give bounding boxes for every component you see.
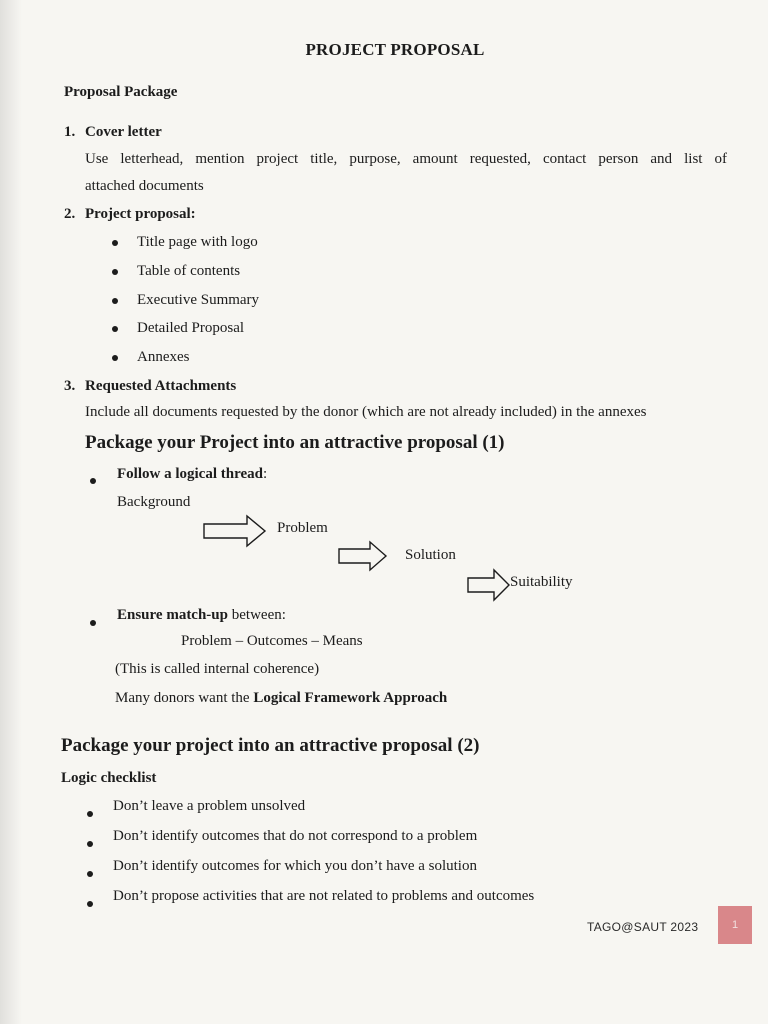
proposal-bullet-1: Title page with logo [137, 234, 258, 250]
checklist-item-1: Don’t leave a problem unsolved [113, 798, 306, 814]
matchup-rest: between: [228, 607, 286, 623]
bullet-icon [112, 320, 118, 338]
bullet-icon [87, 805, 93, 823]
checklist-item-3: Don’t identify outcomes for which you don’t have a solution [113, 858, 477, 874]
donors-line [115, 690, 447, 707]
donors-prefix: Many donors want the [115, 690, 254, 706]
right-arrow-icon [203, 514, 267, 548]
section-2-heading: Package your project into an attractive proposal (2) [61, 735, 480, 756]
item-3-number: 3. [64, 378, 76, 394]
bullet-icon [112, 263, 118, 281]
matchup-label: Ensure match-up [117, 607, 228, 623]
flow-background: Background [117, 494, 191, 510]
bullet-icon [90, 472, 96, 490]
item-3-title: Requested Attachments [85, 378, 237, 394]
page-number-badge: 1 [718, 906, 752, 944]
right-arrow-icon [338, 540, 388, 572]
logical-thread-colon: : [262, 466, 268, 482]
bullet-icon [112, 234, 118, 252]
matchup-line: Problem – Outcomes – Means [181, 633, 363, 649]
section-1-heading: Package your Project into an attractive proposal (1) [85, 432, 505, 453]
item-1-number: 1. [64, 124, 76, 140]
donors-approach: Logical Framework Approach [253, 690, 448, 706]
bullet-icon [112, 292, 118, 310]
logical-thread-bullet [117, 466, 267, 483]
matchup-bullet [117, 607, 286, 624]
proposal-bullet-5: Annexes [137, 349, 190, 365]
page-edge-shadow [0, 0, 22, 1024]
proposal-bullet-2: Table of contents [137, 263, 241, 279]
page-title: PROJECT PROPOSAL [305, 40, 485, 59]
bullet-icon [87, 835, 93, 853]
item-1-text-line2: attached documents [85, 178, 204, 194]
item-2-number: 2. [64, 206, 76, 222]
right-arrow-icon [467, 568, 511, 602]
coherence-note: (This is called internal coherence) [115, 661, 320, 677]
package-heading: Proposal Package [64, 84, 178, 100]
bullet-icon [112, 349, 118, 367]
checklist-item-2: Don’t identify outcomes that do not correspond to a problem [113, 828, 478, 844]
logical-thread-label: Follow a logical thread [117, 466, 263, 482]
proposal-bullet-3: Executive Summary [137, 292, 260, 308]
flow-problem: Problem [277, 520, 328, 536]
item-1-text-line1: Use letterhead, mention project title, purpose, amount requested, contact person and list of [85, 151, 727, 167]
checklist-title: Logic checklist [61, 770, 157, 786]
item-3-text: Include all documents requested by the donor (which are not already included) in the annexes [85, 404, 647, 420]
item-1-title: Cover letter [85, 124, 162, 140]
bullet-icon [87, 865, 93, 883]
bullet-icon [90, 614, 96, 632]
footer-credit: TAGO@SAUT 2023 [587, 920, 699, 934]
checklist-item-4: Don’t propose activities that are not related to problems and outcomes [113, 888, 535, 904]
flow-suitability: Suitability [510, 574, 573, 590]
flow-solution: Solution [405, 547, 456, 563]
bullet-icon [87, 895, 93, 913]
proposal-bullet-4: Detailed Proposal [137, 320, 245, 336]
item-2-title: Project proposal: [85, 206, 196, 222]
